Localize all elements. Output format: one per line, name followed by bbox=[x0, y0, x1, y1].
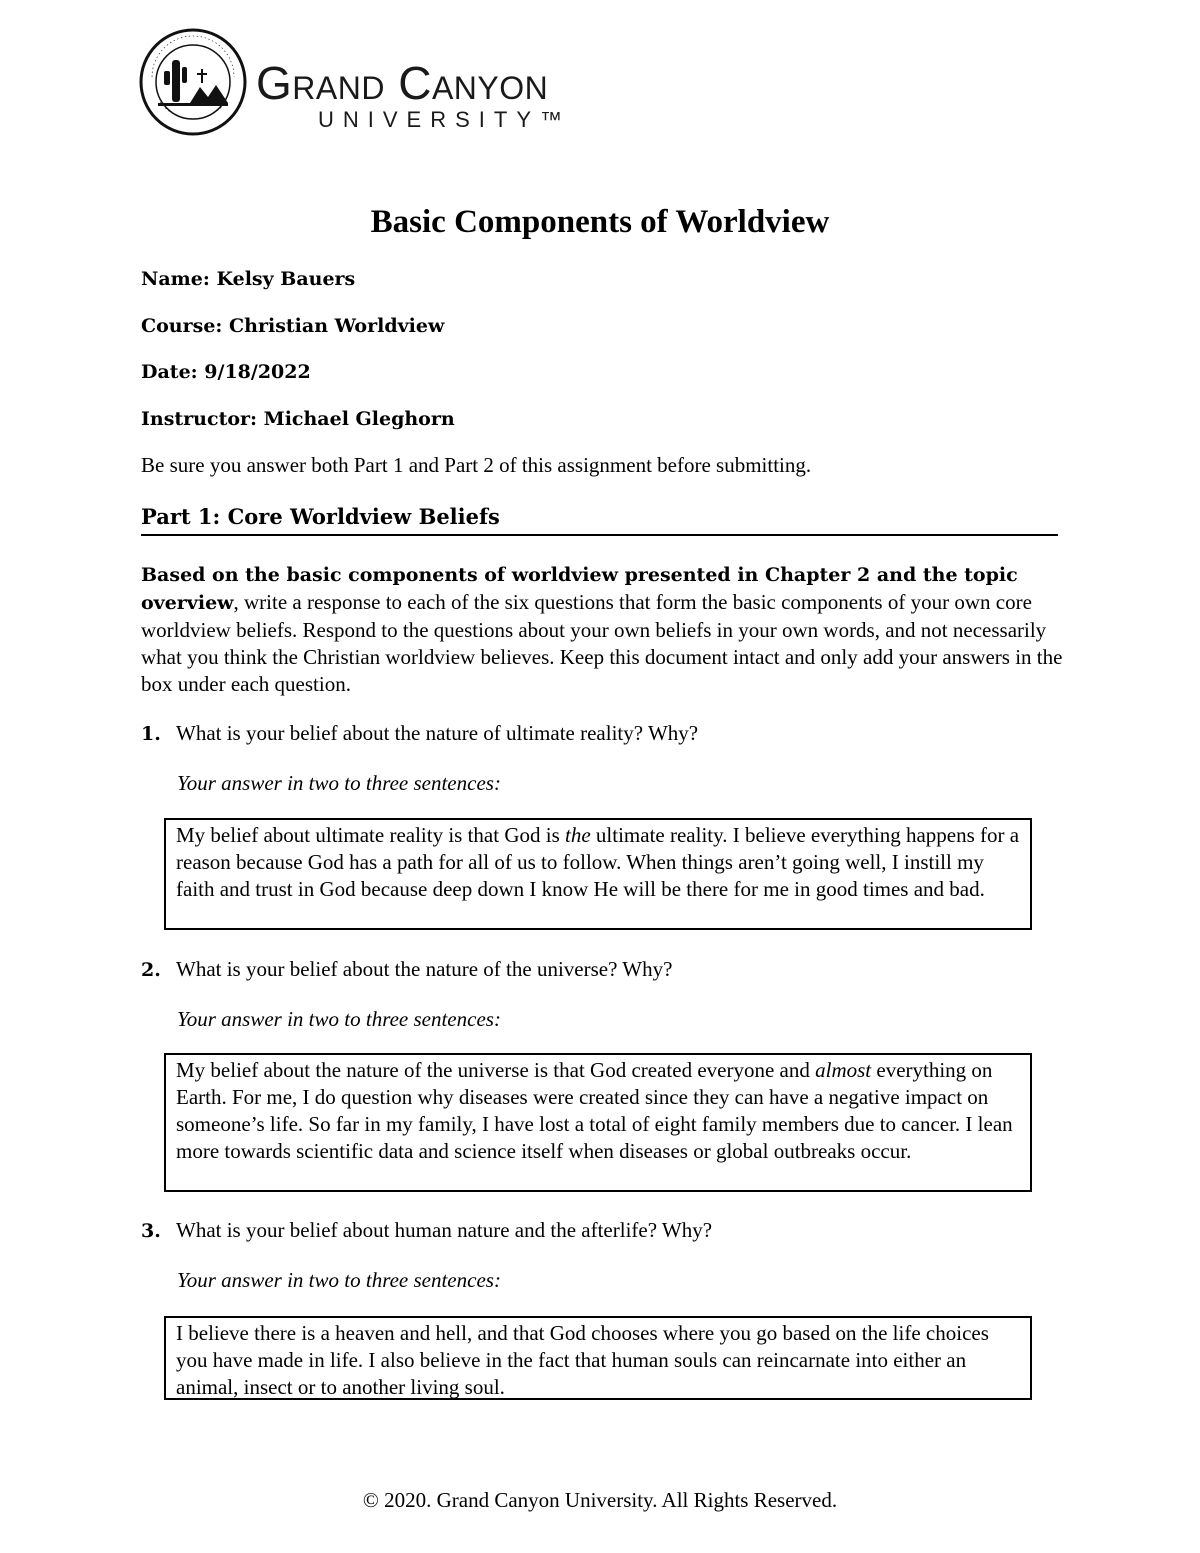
instructor-value: Michael Gleghorn bbox=[263, 408, 455, 430]
answer-text-cont: everything on Earth. For me, I do question why diseases were created since they can have a negative impact on someone’s life. So far in my family, I have lost a total of eight family members due to cancer. I lean more towards scientific data and science itself when diseases or global outbreaks occur. bbox=[176, 1058, 1013, 1163]
answer-text-cont: ultimate reality. I believe everything happens for a reason because God has a path for all of us to follow. When things aren’t going well, I instill my faith and trust in God because deep down I know He will be there for me in good times and bad. bbox=[176, 823, 1020, 901]
intro-bold-text: Based on the basic components of worldview presented in Chapter 2 and the topic overview bbox=[141, 564, 1018, 614]
brand-name: Grand Canyon bbox=[256, 57, 549, 109]
date-field bbox=[141, 361, 311, 384]
question-text: What is your belief about the nature of the universe? Why? bbox=[176, 957, 673, 981]
question-text: What is your belief about the nature of ultimate reality? Why? bbox=[176, 721, 699, 745]
answer-prompt: Your answer in two to three sentences: bbox=[177, 771, 501, 795]
answer-box-3[interactable] bbox=[164, 1316, 1032, 1400]
answer-prompt: Your answer in two to three sentences: bbox=[177, 1268, 501, 1292]
name-field bbox=[141, 268, 355, 291]
copyright-footer: © 2020. Grand Canyon University. All Rights Reserved. bbox=[362, 1488, 838, 1512]
instructor-label: Instructor: bbox=[141, 408, 258, 430]
answer-box-2[interactable] bbox=[164, 1053, 1032, 1192]
course-value: Christian Worldview bbox=[229, 315, 445, 337]
answer-prompt: Your answer in two to three sentences: bbox=[177, 1007, 501, 1031]
question-3 bbox=[141, 1218, 712, 1243]
intro-text: , write a response to each of the six questions that form the basic components of your own core worldview beliefs. Respond to the questions about your own beliefs in your own words, and not necessarily what you think the Christian worldview believes. Keep this document intact and only add your answers in the box under each question. bbox=[141, 590, 1063, 696]
name-value: Kelsy Bauers bbox=[216, 268, 356, 290]
answer-emphasis: almost bbox=[815, 1058, 872, 1082]
answer-emphasis: the bbox=[565, 823, 591, 847]
date-label: Date: bbox=[141, 361, 198, 383]
brand-subtitle: UNIVERSITY™ bbox=[318, 107, 572, 132]
name-label: Name: bbox=[141, 268, 210, 290]
answer-text: My belief about ultimate reality is that God is bbox=[176, 823, 566, 847]
submission-note: Be sure you answer both Part 1 and Part 2 of this assignment before submitting. bbox=[141, 453, 812, 477]
part1-intro bbox=[141, 561, 1066, 698]
question-number: 2. bbox=[141, 959, 161, 981]
course-label: Course: bbox=[141, 315, 223, 337]
part1-heading: Part 1: Core Worldview Beliefs bbox=[141, 504, 1058, 536]
university-seal-logo bbox=[138, 27, 248, 137]
course-field bbox=[141, 315, 444, 338]
instructor-field bbox=[141, 408, 455, 431]
answer-text: My belief about the nature of the universe is that God created everyone and bbox=[176, 1058, 816, 1082]
question-text: What is your belief about human nature and the afterlife? Why? bbox=[176, 1218, 713, 1242]
answer-text: I believe there is a heaven and hell, and that God chooses where you go based on the life choices you have made in life. I also believe in the fact that human souls can reincarnate into either an animal, insect or to another living soul. bbox=[176, 1321, 989, 1399]
question-2 bbox=[141, 957, 672, 982]
answer-box-1[interactable] bbox=[164, 818, 1032, 930]
question-number: 1. bbox=[141, 723, 161, 745]
date-value: 9/18/2022 bbox=[204, 361, 311, 383]
question-1 bbox=[141, 721, 698, 746]
question-number: 3. bbox=[141, 1220, 161, 1242]
document-title: Basic Components of Worldview bbox=[370, 204, 830, 240]
